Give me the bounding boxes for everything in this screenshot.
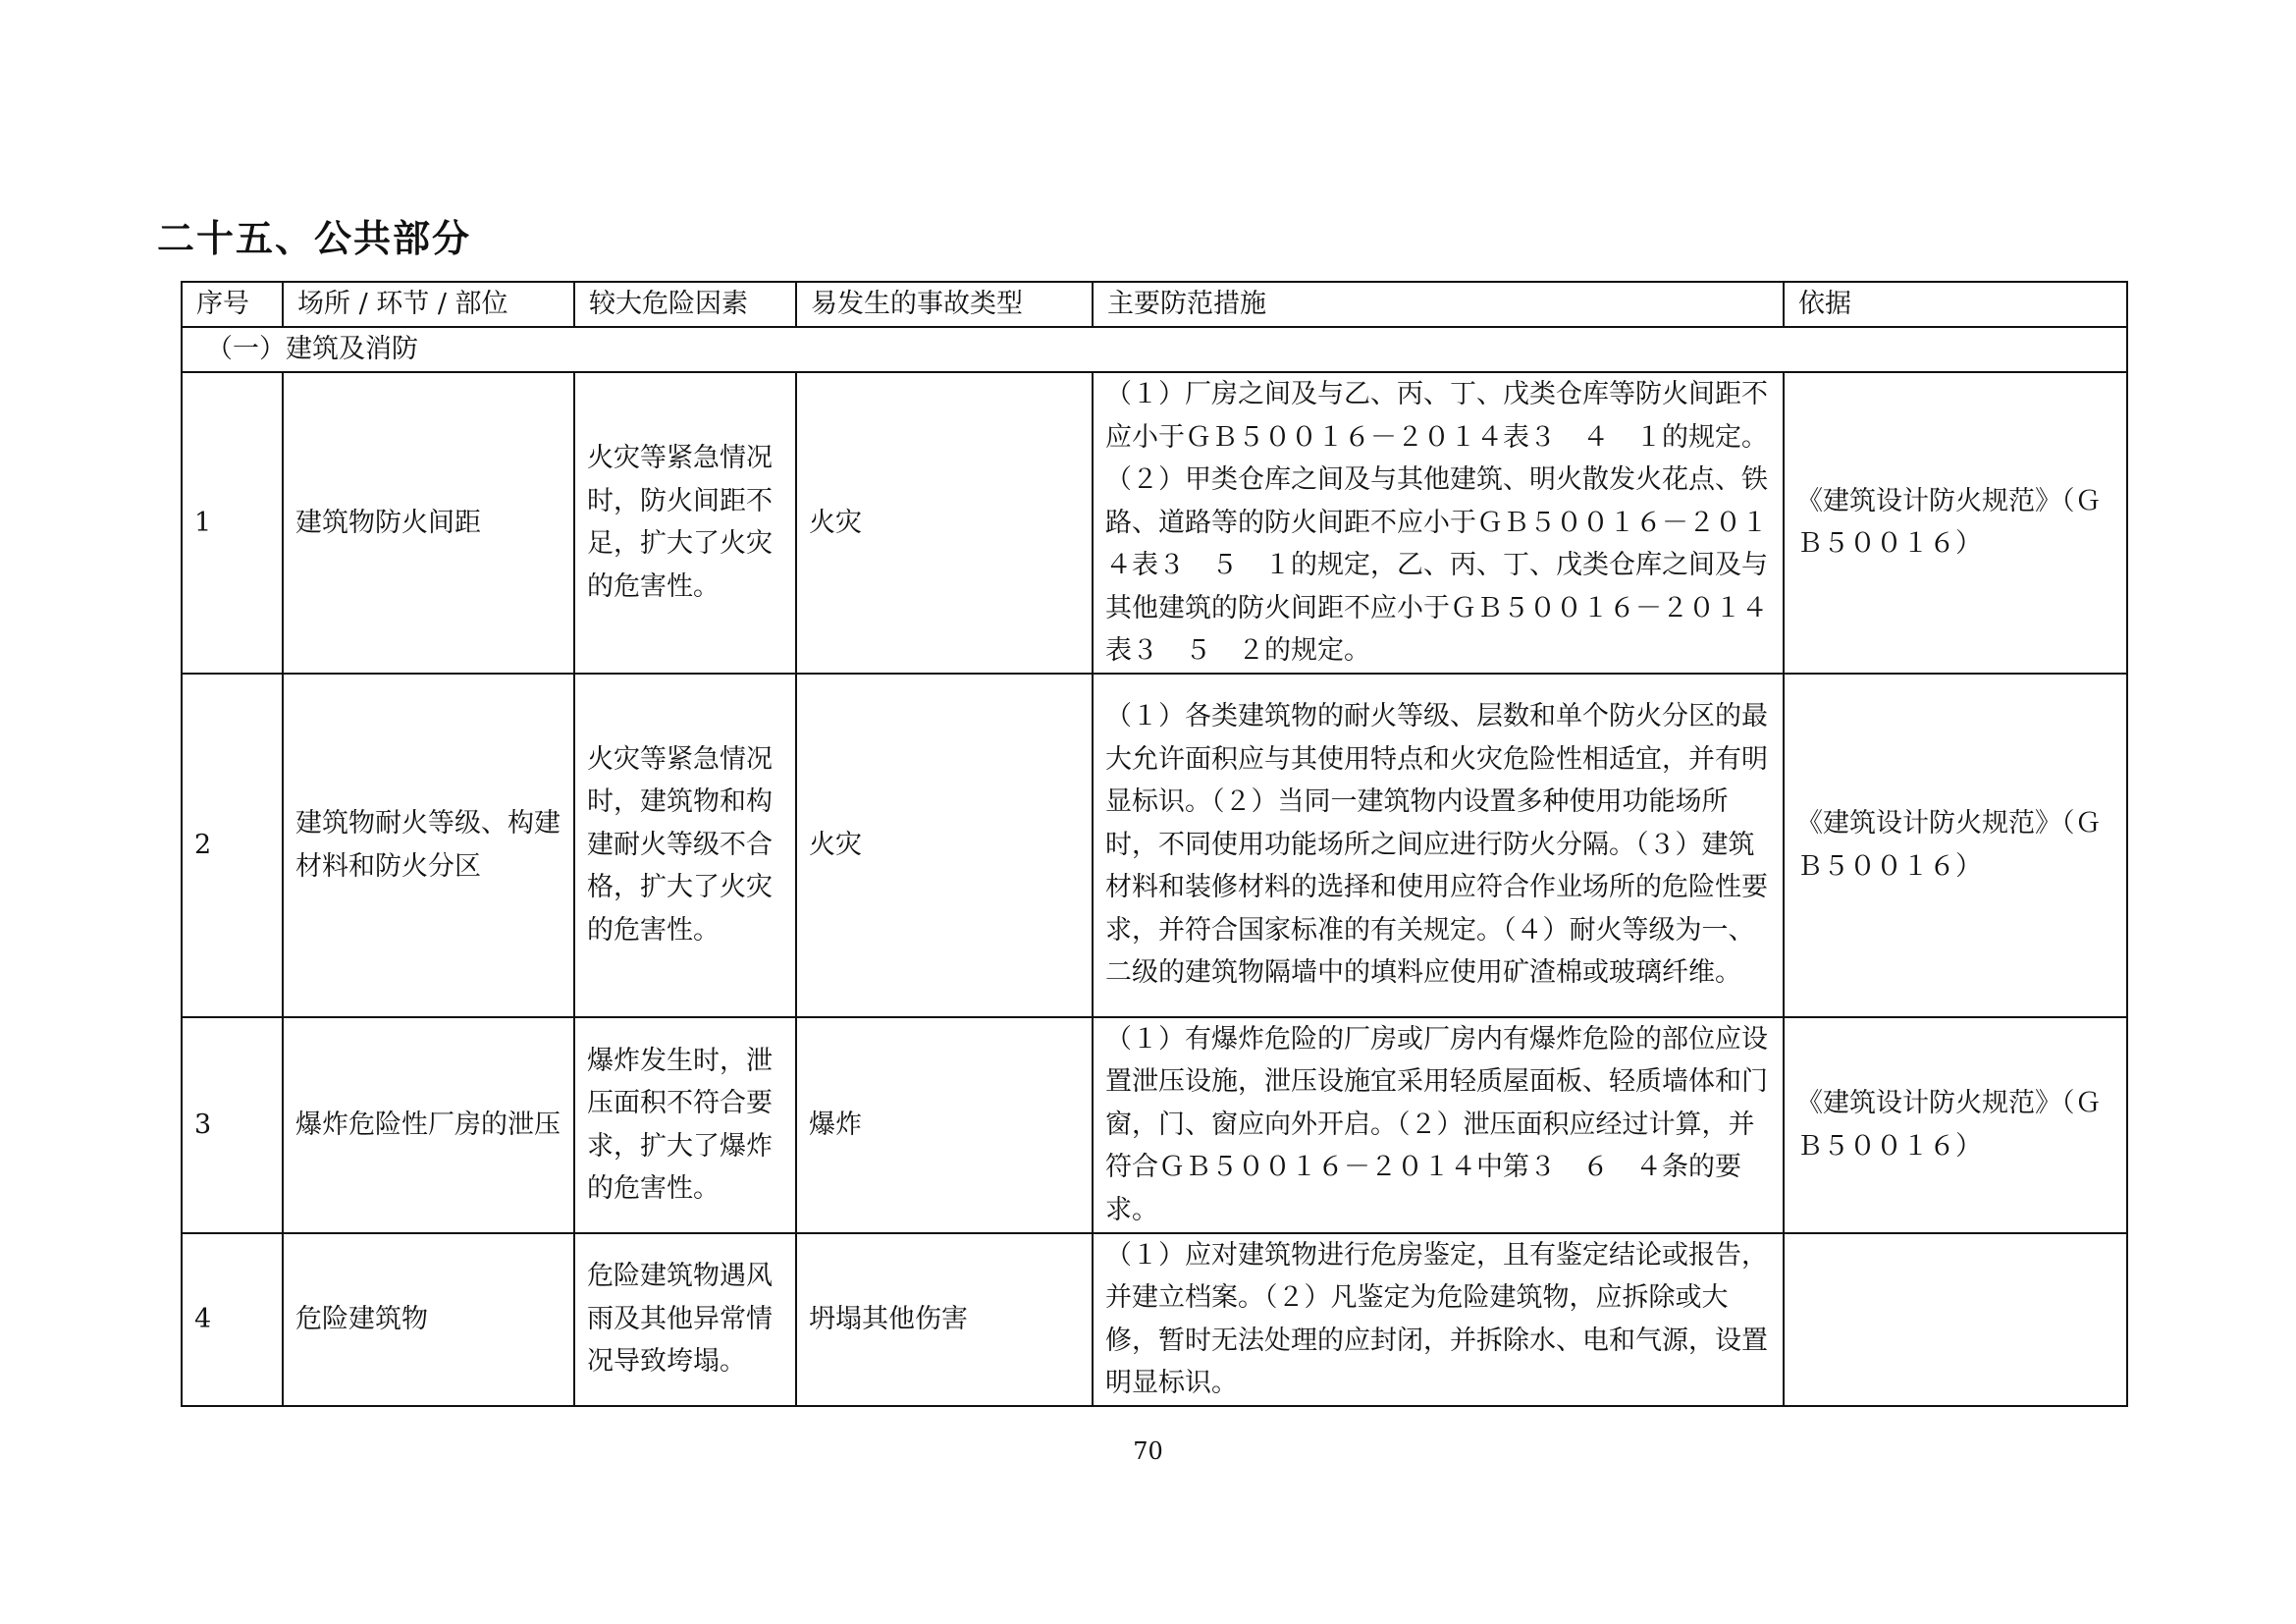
- row-place: 建筑物耐火等级、构建材料和防火分区: [283, 674, 574, 1017]
- row-basis: 《建筑设计防火规范》（ＧＢ５００１６）: [1784, 1017, 2127, 1233]
- row-place: 爆炸危险性厂房的泄压: [283, 1017, 574, 1233]
- header-hazard: 较大危险因素: [574, 282, 796, 327]
- header-measures: 主要防范措施: [1093, 282, 1784, 327]
- header-place: 场所 / 环节 / 部位: [283, 282, 574, 327]
- risk-table: [181, 281, 2128, 1407]
- row-basis: [1784, 1233, 2127, 1406]
- row-hazard: 爆炸发生时，泄压面积不符合要求，扩大了爆炸的危害性。: [574, 1017, 796, 1233]
- row-number: 2: [182, 674, 283, 1017]
- row-measures: （１）有爆炸危险的厂房或厂房内有爆炸危险的部位应设置泄压设施，泄压设施宜采用轻质屋面板、轻质墙体和门窗，门、窗应向外开启。（２）泄压面积应经过计算，并符合ＧＢ５００１６－２０１４中第３ ６ ４条的要求。: [1093, 1017, 1784, 1233]
- row-number: 1: [182, 372, 283, 674]
- header-accident: 易发生的事故类型: [796, 282, 1093, 327]
- table-row: [182, 674, 2127, 1017]
- row-basis: 《建筑设计防火规范》（ＧＢ５００１６）: [1784, 674, 2127, 1017]
- row-accident: 火灾: [796, 372, 1093, 674]
- row-hazard: 危险建筑物遇风雨及其他异常情况导致垮塌。: [574, 1233, 796, 1406]
- row-accident: 坍塌其他伤害: [796, 1233, 1093, 1406]
- row-place: 建筑物防火间距: [283, 372, 574, 674]
- row-number: 3: [182, 1017, 283, 1233]
- row-hazard: 火灾等紧急情况时，防火间距不足，扩大了火灾的危害性。: [574, 372, 796, 674]
- page-number: 70: [1133, 1437, 1163, 1465]
- row-hazard: 火灾等紧急情况时，建筑物和构建耐火等级不合格，扩大了火灾的危害性。: [574, 674, 796, 1017]
- header-no: 序号: [182, 282, 283, 327]
- group-label: （一）建筑及消防: [182, 327, 2127, 372]
- section-title: 二十五、公共部分: [157, 217, 472, 260]
- row-measures: （１）厂房之间及与乙、丙、丁、戊类仓库等防火间距不应小于ＧＢ５００１６－２０１４表３ ４ １的规定。（２）甲类仓库之间及与其他建筑、明火散发火花点、铁路、道路等的防火间距不应小于ＧＢ５００１６－２０１４表３ ５ １的规定，乙、丙、丁、戊类仓库之间及与其他建筑的防火间距不应小于ＧＢ５００１６－２０１４表３ ５ ２的规定。: [1093, 372, 1784, 674]
- header-basis: 依据: [1784, 282, 2127, 327]
- row-number: 4: [182, 1233, 283, 1406]
- row-basis: 《建筑设计防火规范》（ＧＢ５００１６）: [1784, 372, 2127, 674]
- row-accident: 爆炸: [796, 1017, 1093, 1233]
- table-row: [182, 1233, 2127, 1406]
- table-row: [182, 1017, 2127, 1233]
- row-accident: 火灾: [796, 674, 1093, 1017]
- row-measures: （１）各类建筑物的耐火等级、层数和单个防火分区的最大允许面积应与其使用特点和火灾危险性相适宜，并有明显标识。（２）当同一建筑物内设置多种使用功能场所时，不同使用功能场所之间应进行防火分隔。（３）建筑材料和装修材料的选择和使用应符合作业场所的危险性要求，并符合国家标准的有关规定。（４）耐火等级为一、二级的建筑物隔墙中的填料应使用矿渣棉或玻璃纤维。: [1093, 674, 1784, 1017]
- row-measures: （１）应对建筑物进行危房鉴定，且有鉴定结论或报告，并建立档案。（２）凡鉴定为危险建筑物，应拆除或大修，暂时无法处理的应封闭，并拆除水、电和气源，设置明显标识。: [1093, 1233, 1784, 1406]
- table-row: [182, 372, 2127, 674]
- group-row: [182, 327, 2127, 372]
- table-header-row: [182, 282, 2127, 327]
- row-place: 危险建筑物: [283, 1233, 574, 1406]
